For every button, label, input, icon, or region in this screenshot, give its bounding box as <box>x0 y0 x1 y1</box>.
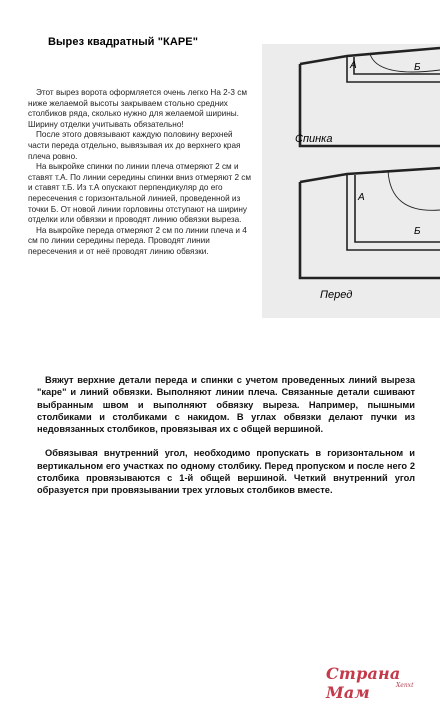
front-pattern <box>300 168 440 278</box>
front-neckline-line <box>347 174 440 250</box>
front-binding-line <box>355 175 440 242</box>
point-a-label: А <box>350 60 357 71</box>
watermark: Страна Мам <box>326 664 401 702</box>
back-original-curve <box>370 54 440 72</box>
paragraph: После этого довязывают каждую половину верхней части переда отдельно, вывязывая их до верхнего края плеча ровно. <box>28 130 241 161</box>
watermark-sub: Xenxt <box>396 682 414 689</box>
front-original-curve <box>388 170 440 210</box>
lower-instructions <box>37 374 415 509</box>
pattern-figure <box>262 44 440 318</box>
front-label: Перед <box>320 289 353 301</box>
pattern-drawing <box>262 44 440 318</box>
paragraph: Вяжут верхние детали переда и спинки с учетом проведенных линий выреза "каре" и линий обвязки. Выполняют линии плеча. Связанные детали сшивают выбранным швом и выполняют обвязку выреза. Например, пышными столбиками и столбиками с накидом. В углах обвязки делают пучки из недовязанных столбиков, провязывая их с общей вершиной. <box>37 375 415 435</box>
paragraph: На выкройке переда отмеряют 2 см по линии плеча и 4 см по линии середины переда. Проводят линии пересечения и от неё проводят линию обвязки. <box>28 225 247 256</box>
instructions-column <box>28 88 252 258</box>
point-b-label: Б <box>414 62 421 73</box>
paragraph: Обвязывая внутренний угол, необходимо пропускать в горизонтальном и вертикальном его участках по одному столбику. Перед пропуском и после него 2 столбика провязываются с 1-й общей вершиной. Четкий внутренний угол образуется при провязывании трех угловых столбиков вместе. <box>37 448 415 496</box>
back-label: Спинка <box>295 133 333 145</box>
paragraph: Этот вырез ворота оформляется очень легко На 2-3 см ниже желаемой высоты закрываем стольно средних столбиков ряда, сколько нужно для желаемой ширины. Ширину отделки учитывать обязательно! <box>28 88 247 129</box>
page-title: Вырез квадратный "КАРЕ" <box>48 36 199 48</box>
paragraph: На выкройке спинки по линии плеча отмеряют 2 см и ставят т.А. По линии середины спинки вниз отмеряют 2 см и ставят т.Б. Из т.А опускают перпендикуляр до его пересечения с горизонтальной линией, проведенной из точки Б. От новой линии горловины отступают на ширину отделки или обвязки и проводят линию обвязки выреза. <box>28 162 252 225</box>
back-neckline-line <box>347 56 440 82</box>
front-point-b-label: Б <box>414 226 421 237</box>
front-point-a-label: А <box>358 192 365 203</box>
